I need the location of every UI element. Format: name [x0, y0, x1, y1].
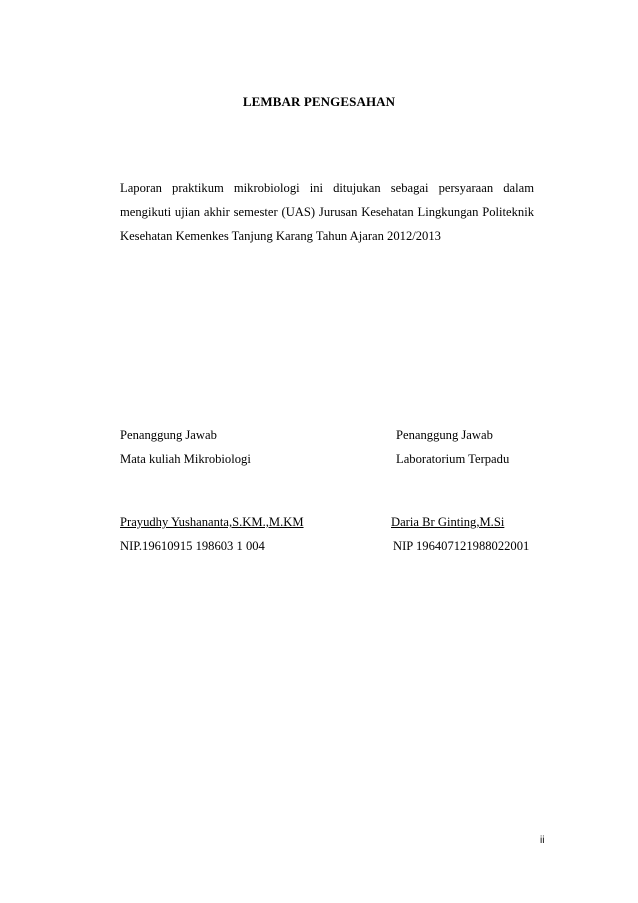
left-signatory-position: Mata kuliah Mikrobiologi — [120, 452, 251, 466]
left-signatory-name: Prayudhy Yushananta,S.KM.,M.KM — [120, 515, 304, 529]
left-signatory-nip: NIP.19610915 198603 1 004 — [120, 539, 265, 553]
left-signatory-role: Penanggung Jawab — [120, 428, 217, 442]
right-signatory-role: Penanggung Jawab — [396, 428, 493, 442]
page-title: LEMBAR PENGESAHAN — [242, 94, 396, 109]
right-signatory-position: Laboratorium Terpadu — [396, 452, 510, 466]
right-signatory-nip: NIP 196407121988022001 — [393, 539, 530, 553]
body-paragraph: Laporan praktikum mikrobiologi ini ditujukan sebagai persyaraan dalam mengikuti ujian akhir semester (UAS) Jurusan Kesehatan Lingkungan Politeknik Kesehatan Kemenkes Tanjung Karang Tahun Ajaran 2012/2013 — [120, 181, 534, 243]
right-signatory-name: Daria Br Ginting,M.Si — [391, 515, 505, 529]
page-number: ii — [540, 835, 545, 846]
